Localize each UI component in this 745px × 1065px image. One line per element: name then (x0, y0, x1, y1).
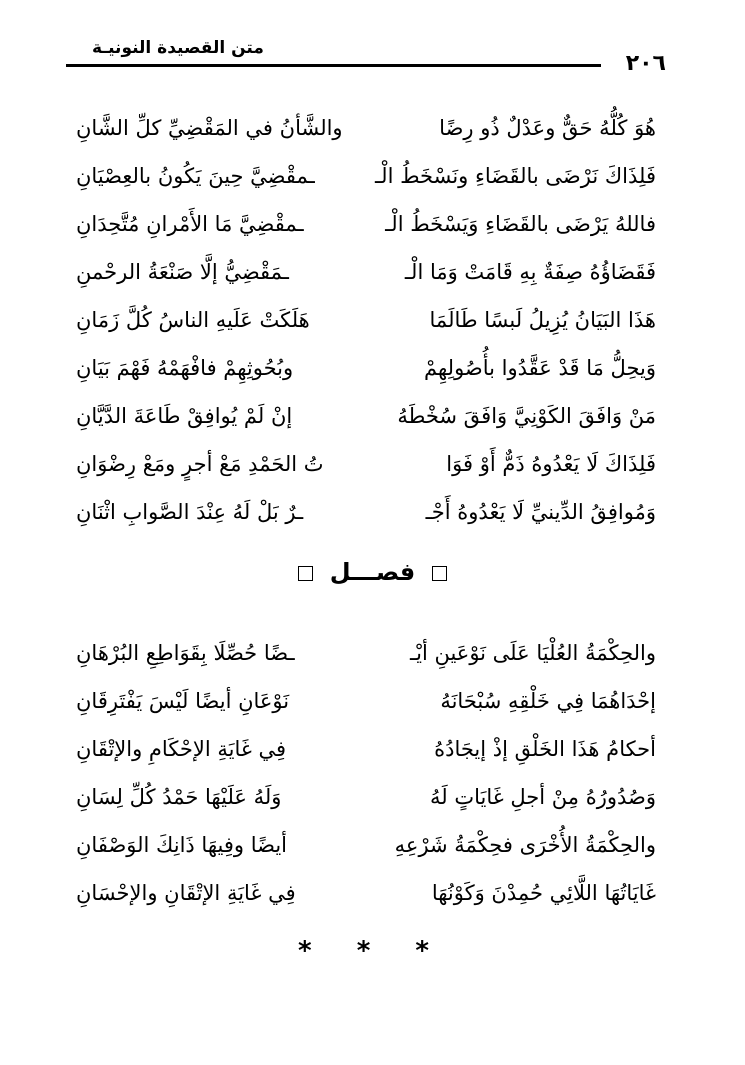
verse-second-hemistich: فِي غَايَةِ الإحْكَامِ والإتْقَانِ (76, 737, 287, 761)
verse-second-hemistich: وَلَهُ عَلَيْهَا حَمْدُ كُلِّ لِسَانِ (76, 785, 282, 809)
verse-first-hemistich: إحْدَاهُمَا فِي خَلْقِهِ سُبْحَانَهُ (440, 689, 656, 713)
verse-second-hemistich: والشَّأنُ في المَقْضِيِّ كلِّ الشَّانِ (76, 116, 343, 140)
verse-line (76, 825, 656, 865)
verse-line (76, 444, 656, 484)
section-heading (0, 558, 745, 602)
page-header (66, 34, 666, 74)
verse-second-hemistich: ـمقْضِيَّ مَا الأَمْرانِ مُتَّحِدَانِ (76, 212, 304, 236)
verse-first-hemistich: أحكامُ هَذَا الخَلْقِ إذْ إيجَادُهُ (434, 737, 656, 761)
verse-line (76, 156, 656, 196)
verse-second-hemistich: ـرٌ بَلْ لَهُ عِنْدَ الصَّوابِ اثْنَانِ (76, 500, 304, 524)
verse-line (76, 300, 656, 340)
verse-line (76, 348, 656, 388)
page-number: ٢٠٦ (625, 51, 666, 76)
verse-first-hemistich: وَصُدُورُهُ مِنْ أجلِ غَايَاتٍ لَهُ (430, 785, 656, 809)
verse-first-hemistich: فَلِذَاكَ لَا يَعْدُوهُ ذَمٌّ أَوْ فَوَا (446, 452, 656, 476)
verse-first-hemistich: غَايَاتُهَا اللَّائِي حُمِدْنَ وَكَوْنُهَا (431, 881, 656, 905)
verse-line (76, 492, 656, 532)
verse-first-hemistich: والحِكْمَةُ الأُخْرَى فحِكْمَةُ شَرْعِهِ (394, 833, 656, 857)
square-ornament-icon (298, 566, 313, 581)
verse-second-hemistich: فِي غَايَةِ الإتْقَانِ والإحْسَانِ (76, 881, 296, 905)
verse-second-hemistich: أيضًا وفِيهَا ذَانِكَ الوَصْفَانِ (76, 833, 287, 857)
verse-line (76, 252, 656, 292)
verse-first-hemistich: وَمُوافِقُ الدِّينيِّ لَا يَعْدُوهُ أَجْـ (425, 500, 656, 524)
verse-line (76, 633, 656, 673)
verse-second-hemistich: إنْ لَمْ يُوافِقْ طَاعَةَ الدَّيَّانِ (76, 404, 293, 428)
header-rule (66, 64, 601, 67)
square-ornament-icon (432, 566, 447, 581)
verse-line (76, 873, 656, 913)
verse-first-hemistich: فَلِذَاكَ نَرْضَى بالقَضَاءِ ونَسْخَطُ الْـ (375, 164, 656, 188)
verse-line (76, 108, 656, 148)
verse-first-hemistich: هُوَ كُلُّهُ حَقٌّ وعَدْلٌ ذُو رِضًا (439, 116, 656, 140)
verse-second-hemistich: ـضًا حُصِّلَا بِقَوَاطِعِ البُرْهَانِ (76, 641, 295, 665)
verse-line (76, 396, 656, 436)
verse-second-hemistich: نَوْعَانِ أيضًا لَيْسَ يَفْتَرِقَانِ (76, 689, 290, 713)
closing-stars: * * * (298, 936, 447, 966)
verse-first-hemistich: والحِكْمَةُ العُلْيَا عَلَى نَوْعَينِ أيْـ (409, 641, 656, 665)
verse-first-hemistich: فَقَضَاؤُهُ صِفَةٌ بِهِ قَامَتْ وَمَا الْـ (404, 260, 656, 284)
verse-second-hemistich: وبُحُوثِهِمْ فافْهَمْهُ فَهْمَ بَيَانِ (76, 356, 294, 380)
running-title: متن القصيدة النونيـة (92, 38, 264, 58)
verse-second-hemistich: هَلَكَتْ عَلَيهِ الناسُ كُلَّ زَمَانِ (76, 308, 310, 332)
verse-line (76, 729, 656, 769)
section-heading-text: فصـــل (329, 558, 416, 586)
verse-first-hemistich: مَنْ وَافَقَ الكَوْنِيَّ وَافَقَ سُخْطَهُ (397, 404, 656, 428)
verse-first-hemistich: هَذَا البَيَانُ يُزِيلُ لَبسًا طَالَمَا (429, 308, 656, 332)
verse-first-hemistich: وَيحِلُّ مَا قَدْ عَقَّدُوا بأُصُولِهِمْ (424, 356, 656, 380)
verse-second-hemistich: ـمقْضِيَّ حِينَ يَكُونُ بالعِصْيَانِ (76, 164, 315, 188)
verse-second-hemistich: تُ الحَمْدِ مَعْ أجرٍ ومَعْ رِضْوَانِ (76, 452, 324, 476)
verse-line (76, 204, 656, 244)
verse-line (76, 777, 656, 817)
verse-first-hemistich: فاللهُ يَرْضَى بالقَضَاءِ وَيَسْخَطُ الْـ (385, 212, 656, 236)
verse-line (76, 681, 656, 721)
verse-second-hemistich: ـمَقْضِيُّ إلَّا صَنْعَةُ الرحْمنِ (76, 260, 289, 284)
